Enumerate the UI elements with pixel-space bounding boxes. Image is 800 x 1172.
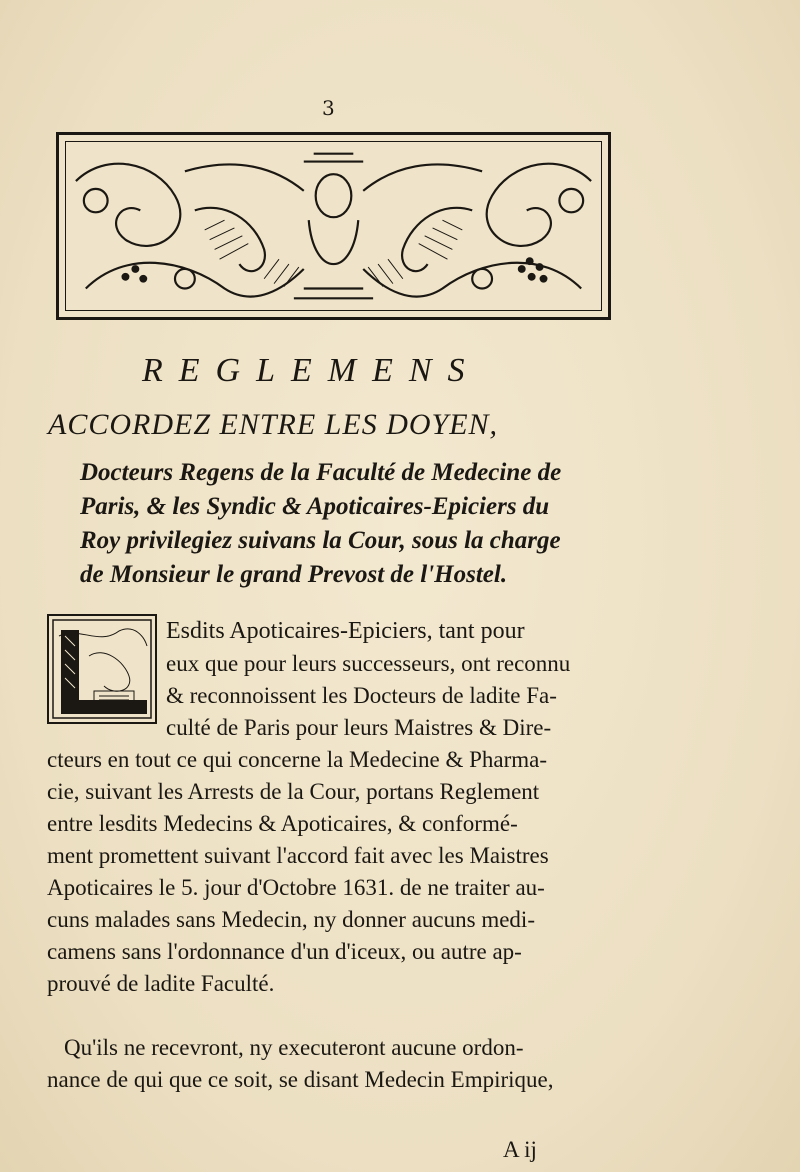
heading-line: Paris, & les Syndic & Apoticaires-Epiciers du	[80, 493, 550, 520]
body-line: cie, suivant les Arrests de la Cour, portans Reglement	[47, 779, 540, 804]
body-line: entre lesdits Medecins & Apoticaires, & conformé-	[47, 811, 518, 836]
body-line: & reconnoissent les Docteurs de ladite Fa-	[166, 683, 557, 708]
body-line: camens sans l'ordonnance d'un d'iceux, ou autre ap-	[47, 939, 522, 964]
body-line: cteurs en tout ce qui concerne la Medecine & Pharma-	[47, 747, 548, 772]
floral-headpiece-icon	[66, 142, 601, 310]
page-number: 3	[322, 96, 335, 120]
body-line: Qu'ils ne recevront, ny executeront aucune ordon-	[64, 1035, 524, 1060]
page-subtitle: ACCORDEZ ENTRE LES DOYEN,	[48, 408, 499, 441]
body-line: Apoticaires le 5. jour d'Octobre 1631. de ne traiter au-	[47, 875, 545, 900]
decorated-initial	[47, 614, 157, 724]
body-line: Esdits Apoticaires-Epiciers, tant pour	[166, 618, 525, 644]
catchword-signature: A ij	[503, 1137, 537, 1162]
body-line: cuns malades sans Medecin, ny donner aucuns medi-	[47, 907, 535, 932]
body-line: prouvé de ladite Faculté.	[47, 971, 275, 996]
heading-line: Docteurs Regens de la Faculté de Medecine de	[80, 459, 562, 486]
heading-line: de Monsieur le grand Prevost de l'Hostel.	[80, 561, 508, 588]
decorated-initial-letter-l-icon	[49, 616, 155, 722]
body-line: ment promettent suivant l'accord fait avec les Maistres	[47, 843, 549, 868]
body-line: culté de Paris pour leurs Maistres & Dire-	[166, 715, 552, 740]
headpiece-ornament	[56, 132, 611, 320]
page-title: REGLEMENS	[142, 352, 481, 389]
body-line: nance de qui que ce soit, se disant Medecin Empirique,	[47, 1067, 554, 1092]
body-line: eux que pour leurs successeurs, ont reconnu	[166, 651, 571, 676]
heading-line: Roy privilegiez suivans la Cour, sous la charge	[80, 527, 561, 554]
